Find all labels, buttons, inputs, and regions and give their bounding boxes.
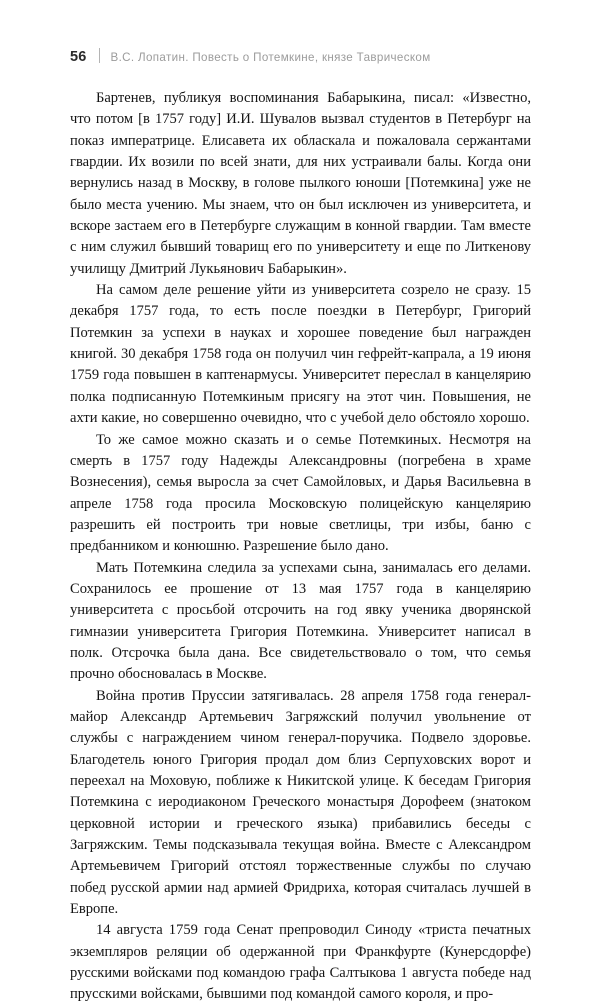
paragraph: Война против Пруссии затягивалась. 28 апреля 1758 года генерал-майор Александр Артемьевич Загряжский получил увольнение от службы с награждением чином генерал-поручика. Подвело здоровье. Благодетель юного Григория продал дом близ Серпуховских ворот и переехал на Моховую, поближе к Никитской улице. К беседам Григория Потемкина с иеродиаконом Греческого монастыря Дорофеем (знатоком церковной истории и греческого языка) прибавились беседы с Загряжским. Темы подсказывала текущая война. Вместе с Александром Артемьевичем Григорий отстоял торжественные службы по случаю побед русской армии над армией Фридриха, которая считалась лучшей в Европе.	[70, 687, 531, 918]
paragraph: На самом деле решение уйти из университета созрело не сразу. 15 декабря 1757 года, то есть после поездки в Петербург, Григорий Потемкин за успехи в науках и хорошее поведение был награжден книгой. 30 декабря 1758 года он получил чин гефрейт-капрала, а 19 июня 1759 года повышен в каптенармусы. Университет переслал в канцелярию полка подписанную Потемкиным присягу на этот чин. Повышения, не ахти какие, но совершенно очевидно, что с учебой дело обстояло хорошо.	[70, 282, 531, 427]
running-head	[70, 46, 530, 68]
header-divider	[99, 48, 100, 63]
running-title: В.С. Лопатин. Повесть о Потемкине, князе Таврическом	[110, 51, 431, 64]
page-number: 56	[70, 49, 87, 65]
paragraph: Бартенев, публикуя воспоминания Бабарыкина, писал: «Известно, что потом [в 1757 году] И.И. Шувалов вызвал студентов в Петербург на показ императрице. Елисавета их обласкала и пожаловала сержантами гвардии. Их возили по всей знати, для них устраивали балы. Когда они вернулись назад в Москву, в голове пылкого юноши [Потемкина] уже не было места учению. Мы знаем, что он был исключен из университета, и вскоре застаем его в Петербурге служащим в конной гвардии. Там вместе с ним служил бывший товарищ его по университету и еще по Литкенову училищу Дмитрий Лукьянович Бабарыкин».	[70, 90, 531, 277]
paragraph: 14 августа 1759 года Сенат препроводил Синоду «триста печатных экземпляров реляции об одержанной при Франкфурте (Кунерсдорфе) русскими войсками под командою графа Салтыкова 1 августа победе над прусскими войсками, бывшими под командой самого короля, и про-	[70, 922, 531, 1003]
body-text-column	[70, 88, 531, 1006]
paragraph: То же самое можно сказать и о семье Потемкиных. Несмотря на смерть в 1757 году Надежды Александровны (погребена в храме Вознесения), семья выросла за счет Самойловых, и Дарья Васильевна в апреле 1758 года просила Московскую полицейскую канцелярию разрешить ей построить три новые светлицы, три избы, баню с предбанником и конюшню. Разрешение было дано.	[70, 431, 531, 555]
paragraph: Мать Потемкина следила за успехами сына, занималась его делами. Сохранилось ее прошение от 13 мая 1757 года в канцелярию университета с просьбой отсрочить на год явку ученика дворянской гимназии университета Григория Потемкина. Университет написал в полк. Отсрочка была дана. Все свидетельствовало о том, что семья прочно обосновалась в Москве.	[70, 559, 531, 683]
